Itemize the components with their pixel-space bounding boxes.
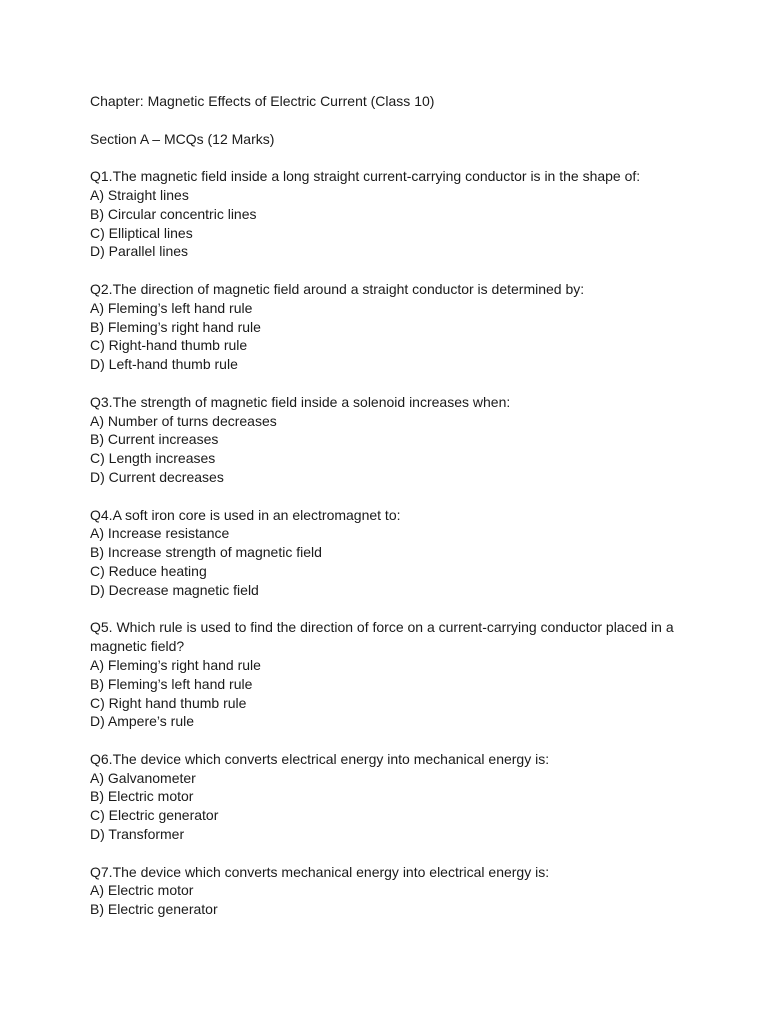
option-c: C) Right-hand thumb rule (90, 337, 248, 354)
question-stem-line-1: Q5. Which rule is used to find the direction of force on a current-carrying conductor placed in a (90, 619, 674, 636)
option-b: B) Electric generator (90, 901, 218, 918)
question-stem: Q2.The direction of magnetic field around a straight conductor is determined by: (90, 280, 585, 297)
option-b: B) Fleming’s right hand rule (90, 318, 261, 335)
option-b: B) Electric motor (90, 788, 194, 805)
question-1 (90, 167, 690, 261)
option-b: B) Current increases (90, 431, 219, 448)
question-stem: Q3.The strength of magnetic field inside a solenoid increases when: (90, 393, 511, 410)
document-content (90, 92, 690, 919)
spacer (90, 374, 690, 393)
question-stem: Q1.The magnetic field inside a long straight current-carrying conductor is in the shape of: (90, 168, 641, 185)
option-b: B) Increase strength of magnetic field (90, 544, 322, 561)
question-3 (90, 393, 690, 487)
question-stem: Q7.The device which converts mechanical energy into electrical energy is: (90, 863, 550, 880)
option-a: A) Increase resistance (90, 525, 230, 542)
option-a: A) Number of turns decreases (90, 412, 277, 429)
spacer (90, 148, 690, 167)
question-stem: Q4.A soft iron core is used in an electromagnet to: (90, 506, 401, 523)
question-4 (90, 506, 690, 600)
question-6 (90, 750, 690, 844)
option-d: D) Ampere’s rule (90, 713, 195, 730)
option-c: C) Electric generator (90, 807, 219, 824)
question-stem: Q6.The device which converts electrical energy into mechanical energy is: (90, 750, 550, 767)
option-d: D) Parallel lines (90, 243, 189, 260)
spacer (90, 111, 690, 130)
option-a: A) Straight lines (90, 186, 189, 203)
option-a: A) Fleming’s right hand rule (90, 656, 261, 673)
spacer (90, 600, 690, 619)
option-a: A) Electric motor (90, 882, 194, 899)
option-c: C) Elliptical lines (90, 224, 193, 241)
spacer (90, 844, 690, 863)
question-stem-line-2: magnetic field? (90, 638, 185, 655)
spacer (90, 261, 690, 280)
option-d: D) Current decreases (90, 468, 224, 485)
option-b: B) Circular concentric lines (90, 205, 257, 222)
question-7 (90, 863, 690, 919)
option-d: D) Decrease magnetic field (90, 581, 259, 598)
option-a: A) Galvanometer (90, 769, 196, 786)
option-c: C) Right hand thumb rule (90, 694, 247, 711)
option-a: A) Fleming’s left hand rule (90, 299, 253, 316)
option-d: D) Transformer (90, 826, 185, 843)
chapter-title: Chapter: Magnetic Effects of Electric Current (Class 10) (90, 93, 435, 109)
option-d: D) Left-hand thumb rule (90, 356, 238, 373)
option-b: B) Fleming’s left hand rule (90, 675, 253, 692)
question-2 (90, 280, 690, 374)
option-c: C) Length increases (90, 450, 216, 467)
question-5 (90, 618, 690, 731)
option-c: C) Reduce heating (90, 562, 207, 579)
spacer (90, 731, 690, 750)
section-title: Section A – MCQs (12 Marks) (90, 130, 275, 147)
spacer (90, 487, 690, 506)
